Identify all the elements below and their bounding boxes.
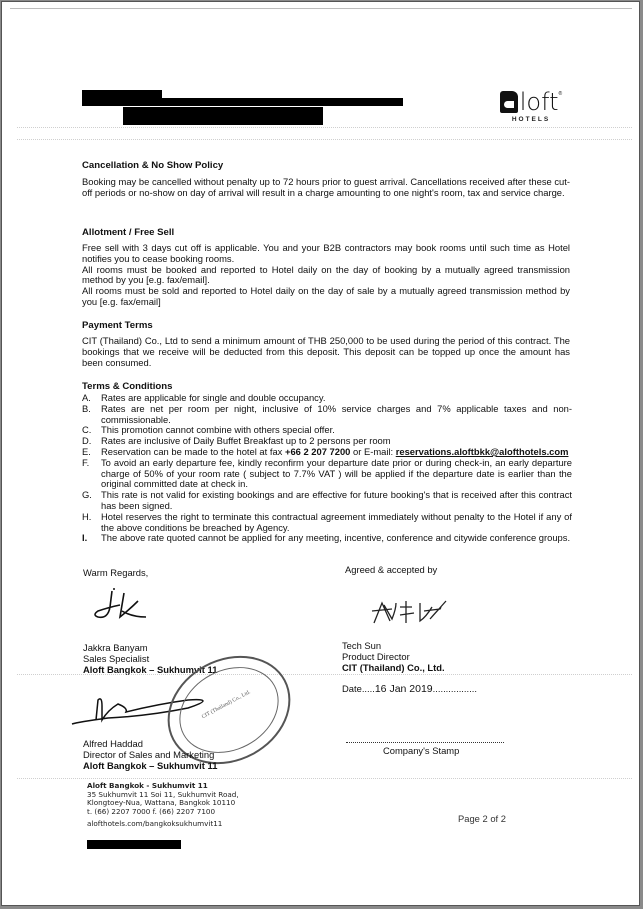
redacted-block	[123, 107, 323, 125]
term-item: F. To avoid an early departure fee, kindly reconfirm your departure date prior or during check-in, an early departure charge of 50% of your room rate ( subject to 7.7% VAT ) will be applied if the departure date is earlier than the original committed date at check in.	[82, 456, 572, 490]
scan-artifact-line	[17, 674, 632, 675]
redacted-block	[82, 90, 162, 98]
accepted-label: Agreed & accepted by	[345, 564, 438, 575]
stamp-line	[346, 742, 504, 743]
agency-signer: Tech Sun Product Director CIT (Thailand) Co., Ltd.	[342, 640, 445, 673]
scan-artifact-line	[17, 778, 632, 779]
date-field: Date.....16 Jan 2019.................	[342, 683, 477, 695]
redacted-block	[82, 98, 403, 106]
aloft-logo-icon	[500, 91, 518, 113]
hotel-website-link[interactable]: alofthotels.com/bangkoksukhumvit11	[87, 819, 223, 829]
stamp-label: Company's Stamp	[383, 745, 460, 756]
term-item: C. This promotion cannot combine with others special offer.	[82, 424, 335, 436]
closing-text: Warm Regards,	[83, 567, 149, 578]
term-item: B. Rates are net per room per night, inclusive of 10% service charges and 7% applicable taxes and non-commissionable.	[82, 402, 572, 425]
hotel-signer-1: Jakkra Banyam Sales Specialist Aloft Bangkok – Sukhumvit 11	[83, 642, 218, 675]
terms-list	[82, 393, 572, 544]
payment-body: CIT (Thailand) Co., Ltd to send a minimum amount of THB 250,000 to be used during the period of this contract. The bookings that we receive will be deducted from this deposit. This deposit can be topped up once the amount has been consumed.	[82, 335, 570, 368]
company-stamp-icon: CIT (Thailand) Co., Ltd.	[149, 635, 310, 785]
reservation-email-link[interactable]: reservations.aloftbkk@alofthotels.com	[395, 445, 569, 457]
page-number: Page 2 of 2	[458, 813, 506, 824]
signature-tech-sun-icon	[370, 597, 450, 627]
scan-artifact-line	[17, 139, 632, 140]
allotment-title: Allotment / Free Sell	[82, 227, 175, 238]
document-page	[1, 1, 640, 906]
term-item: H. Hotel reserves the right to terminate this contractual agreement immediately without penalty to the Hotel if any of the above conditions be breached by Agency.	[82, 510, 572, 533]
aloft-hotels-logo: loft ® HOTELS	[495, 87, 567, 123]
payment-title: Payment Terms	[82, 320, 153, 331]
term-item: D. Rates are inclusive of Daily Buffet Breakfast up to 2 persons per room	[82, 435, 391, 447]
date-value: 16 Jan 2019	[374, 683, 433, 695]
redacted-block	[87, 840, 181, 849]
hotel-signer-2: Alfred Haddad Director of Sales and Marketing Aloft Bangkok – Sukhumvit 11	[83, 738, 218, 771]
cancellation-body: Booking may be cancelled without penalty up to 72 hours prior to guest arrival. Cancellations received after these cut-off periods or no-show on day of arrival will result in a charge amounting to one night's room, tax and service charge.	[82, 176, 570, 198]
scan-edge-line	[10, 8, 632, 9]
cancellation-title: Cancellation & No Show Policy	[82, 160, 224, 171]
allotment-body: Free sell with 3 days cut off is applicable. You and your B2B contractors may book rooms until such time as Hotel notifies you to cease booking rooms. All rooms must be booked and reported to Hotel daily on the day of booking by a mutually agreed transmission method by you [e.g. fax/email]. All rooms must be sold and reported to Hotel daily on the day of sale by a mutually agreed transmission method by you [e.g. fax/email]	[82, 242, 570, 307]
hotel-address: Aloft Bangkok - Sukhumvit 11 35 Sukhumvit 11 Soi 11, Sukhumvit Road, Klongtoey-Nua, Wattana, Bangkok 10110 t. (66) 2207 7000 f. (66) 2207 7100 alofthotels.com/bangkoksukhumvit11	[87, 781, 239, 829]
fax-number: +66 2 207 7200	[284, 445, 351, 457]
signature-jakkra-icon	[90, 587, 150, 627]
term-item: G. This rate is not valid for existing bookings and are effective for future booking's that is received after this contract has been signed.	[82, 489, 572, 511]
term-item: I. The above rate quoted cannot be applied for any meeting, incentive, conference and citywide conference groups.	[82, 532, 571, 544]
term-item: E. Reservation can be made to the hotel at fax +66 2 207 7200 or E-mail: reservations.aloftbkk@alofthotels.com	[82, 445, 569, 457]
term-item: A. Rates are applicable for single and double occupancy.	[82, 392, 326, 403]
terms-title: Terms & Conditions	[82, 381, 173, 392]
scan-artifact-line	[17, 127, 632, 128]
logo-subtitle: HOTELS	[511, 116, 551, 123]
